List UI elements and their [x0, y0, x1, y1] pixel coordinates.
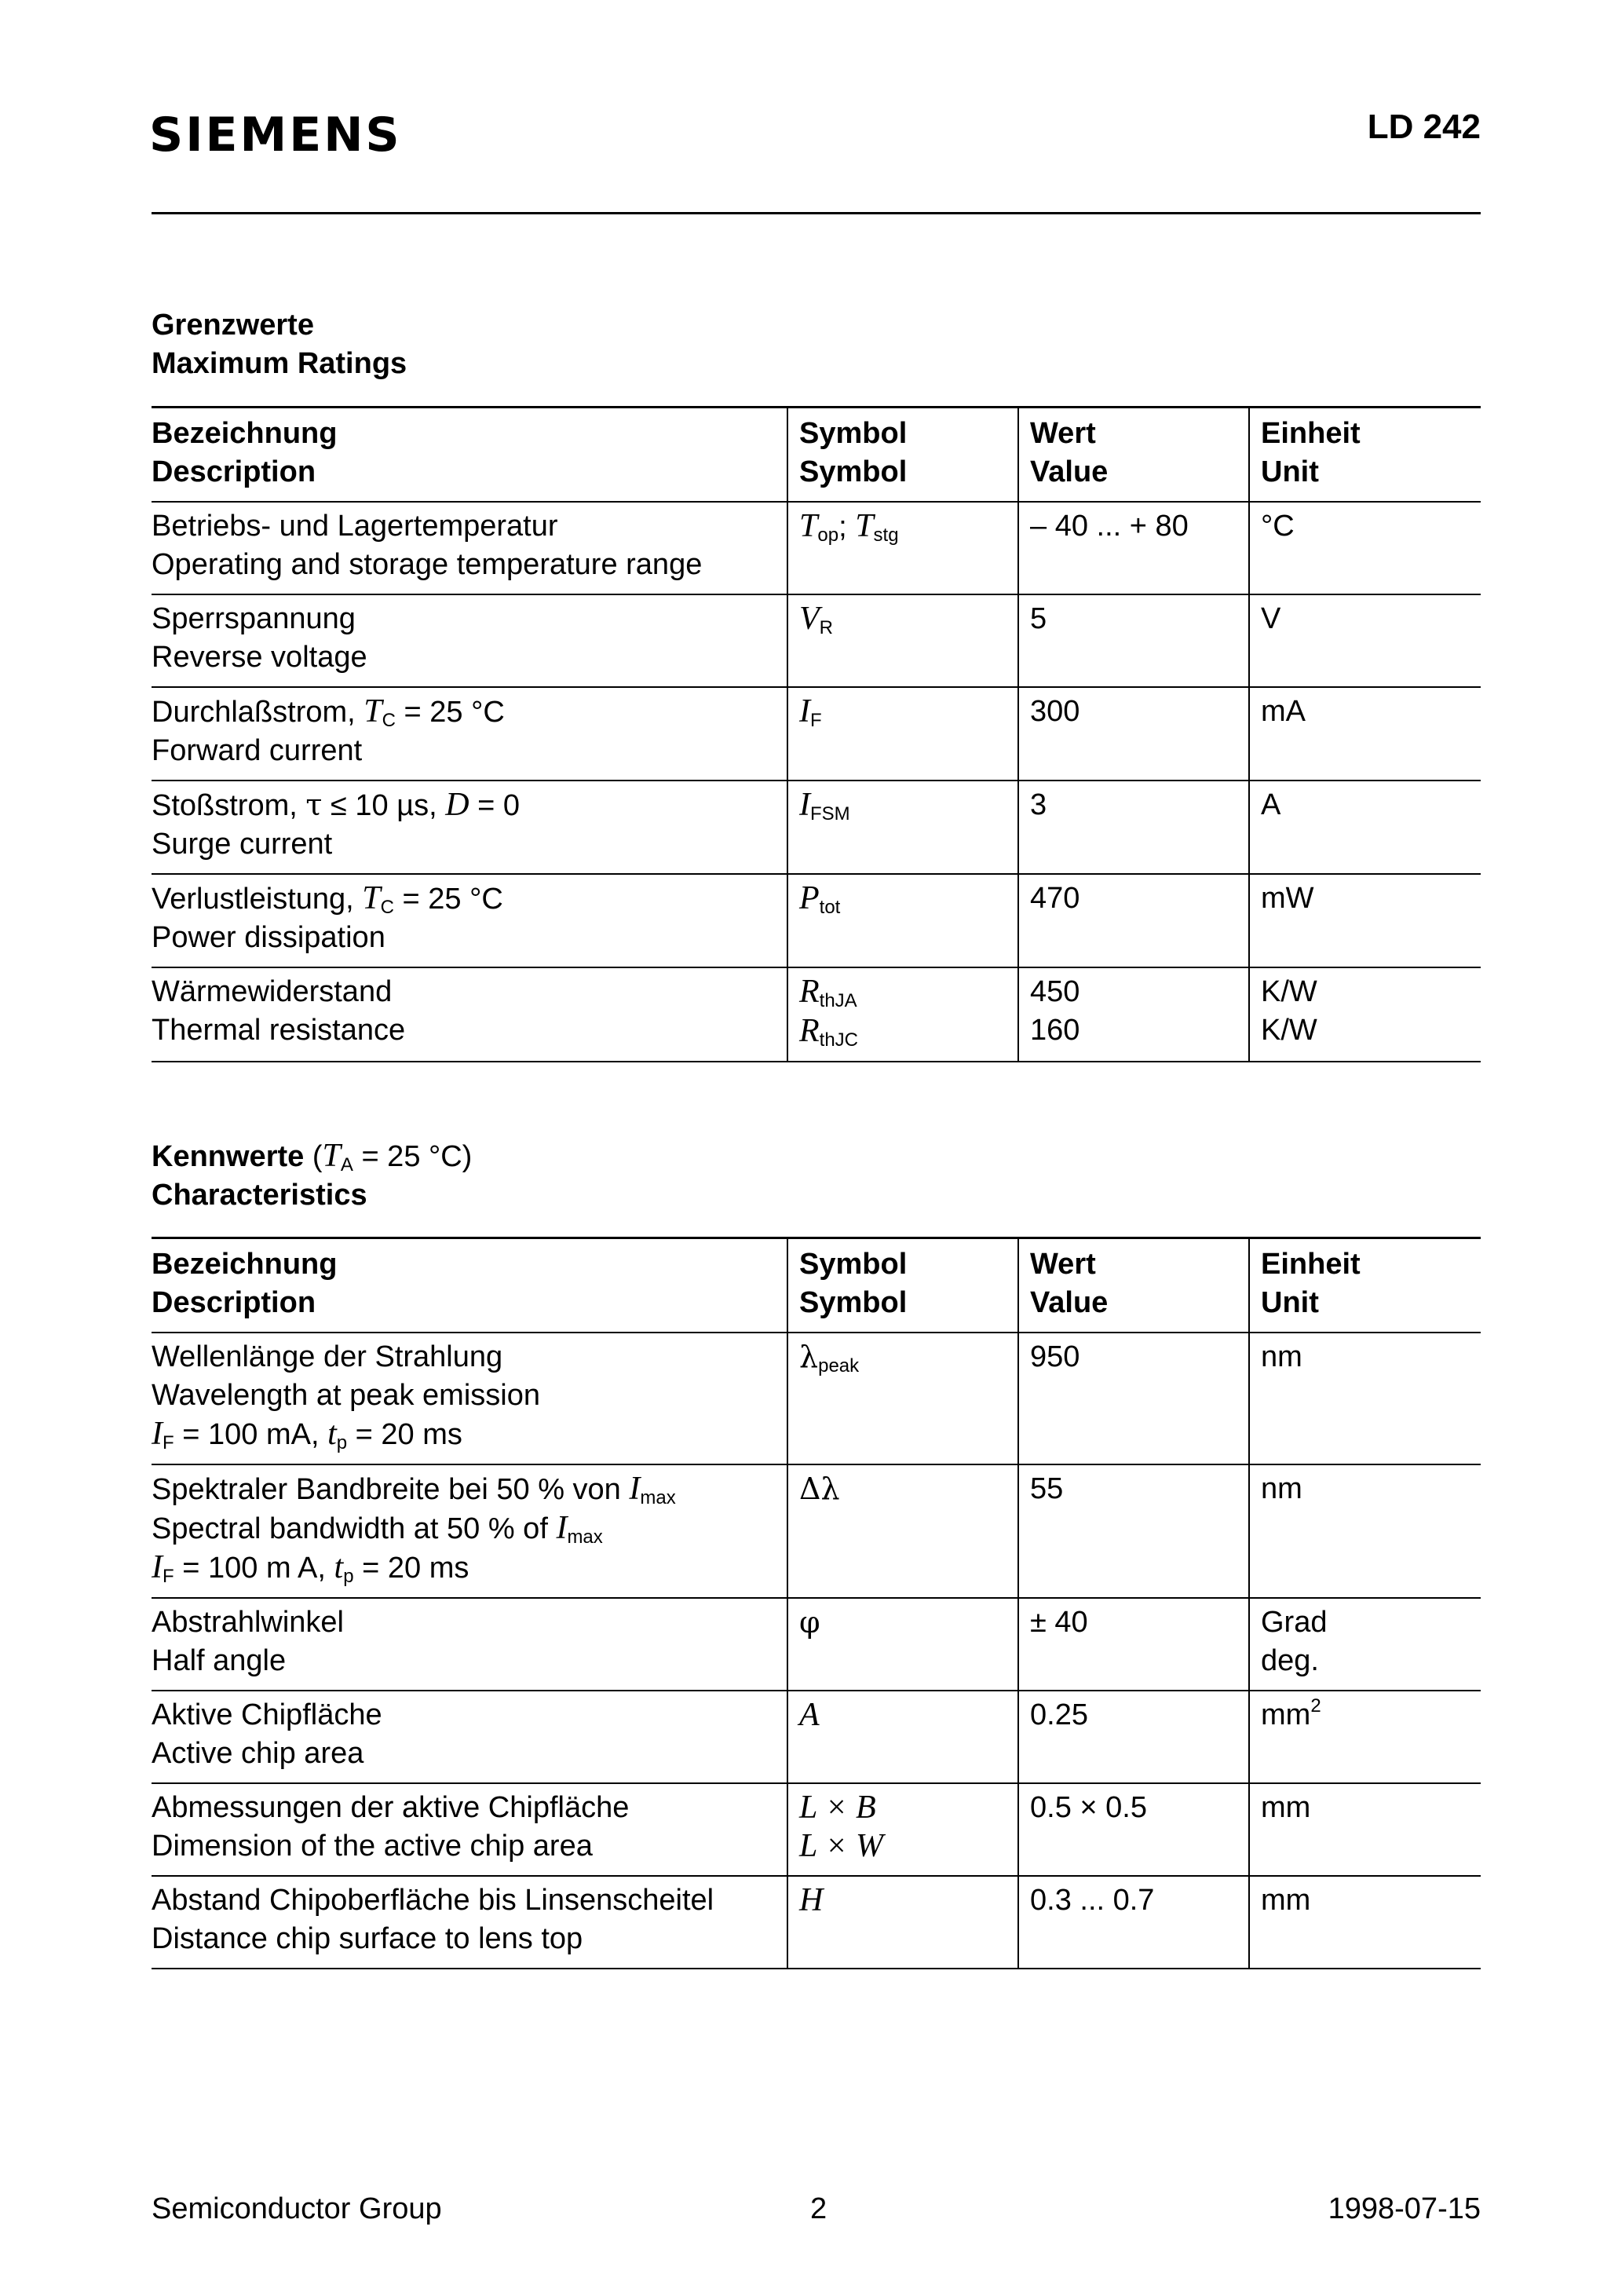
table-header-row	[152, 408, 1481, 503]
col-header-unit: Einheit Unit	[1249, 1238, 1481, 1333]
brand-logo: SIEMENS	[149, 108, 402, 163]
ratings-title-de: Grenzwerte	[152, 309, 314, 342]
description-cell: Durchlaßstrom, $T_C = 25$ °C Forward current	[152, 687, 787, 781]
unit-cell: mW	[1249, 874, 1481, 967]
characteristics-title-en: Characteristics	[152, 1179, 367, 1212]
table-row	[152, 1333, 1481, 1464]
symbol-cell: $V_R$	[787, 594, 1018, 687]
symbol-cell: $T_{op}$; $T_{stg}$	[787, 502, 1018, 594]
table-row	[152, 687, 1481, 781]
table-row	[152, 967, 1481, 1062]
value-cell: 55	[1018, 1464, 1249, 1598]
unit-cell: V	[1249, 594, 1481, 687]
description-cell: Aktive Chipfläche Active chip area	[152, 1691, 787, 1783]
table-row	[152, 594, 1481, 687]
col-header-unit: Einheit Unit	[1249, 408, 1481, 503]
col-header-value: Wert Value	[1018, 408, 1249, 503]
unit-cell: A	[1249, 781, 1481, 874]
footer-page-number: 2	[810, 2192, 827, 2225]
symbol-cell: L × B L × W	[787, 1783, 1018, 1876]
value-cell: 470	[1018, 874, 1249, 967]
value-cell: 950	[1018, 1333, 1249, 1464]
table-row	[152, 781, 1481, 874]
footer-date: 1998-07-15	[1328, 2192, 1481, 2225]
table-row	[152, 1464, 1481, 1598]
symbol-cell: $I_{FSM}$	[787, 781, 1018, 874]
description-cell: Spektraler Bandbreite bei 50 % von $I_{max}$ Spectral bandwidth at 50 % of $I_{max}$ $I_F = 100$ m A, $t_p = 20$ ms	[152, 1464, 787, 1598]
value-cell: 0.5 × 0.5	[1018, 1783, 1249, 1876]
table-row	[152, 1691, 1481, 1783]
unit-cell: nm	[1249, 1333, 1481, 1464]
ratings-table	[152, 406, 1481, 1062]
unit-cell: mm	[1249, 1876, 1481, 1969]
symbol-cell: H	[787, 1876, 1018, 1969]
footer-publisher: Semiconductor Group	[152, 2192, 442, 2225]
col-header-description: Bezeichnung Description	[152, 1238, 787, 1333]
symbol-cell: A	[787, 1691, 1018, 1783]
unit-cell: nm	[1249, 1464, 1481, 1598]
symbol-cell: $R_{thJA}$ $R_{thJC}$	[787, 967, 1018, 1062]
description-cell: Wellenlänge der Strahlung Wavelength at peak emission $I_F = 100$ mA, $t_p = 20$ ms	[152, 1333, 787, 1464]
value-cell: 5	[1018, 594, 1249, 687]
unit-cell: $mm^2$	[1249, 1691, 1481, 1783]
table-header-row	[152, 1238, 1481, 1333]
description-cell: Abstand Chipoberfläche bis Linsenscheitel Distance chip surface to lens top	[152, 1876, 787, 1969]
table-row	[152, 1598, 1481, 1691]
symbol-cell: $\lambda_{peak}$	[787, 1333, 1018, 1464]
value-cell: 0.3 ... 0.7	[1018, 1876, 1249, 1969]
unit-cell: mm	[1249, 1783, 1481, 1876]
col-header-symbol: Symbol Symbol	[787, 408, 1018, 503]
table-row	[152, 874, 1481, 967]
description-cell: Abmessungen der aktive Chipfläche Dimension of the active chip area	[152, 1783, 787, 1876]
ratings-title-en: Maximum Ratings	[152, 347, 407, 380]
characteristics-table	[152, 1237, 1481, 1969]
description-cell: Verlustleistung, $T_C = 25$ °C Power dissipation	[152, 874, 787, 967]
value-cell: 300	[1018, 687, 1249, 781]
description-cell: Sperrspannung Reverse voltage	[152, 594, 787, 687]
document-number: LD 242	[1367, 108, 1481, 146]
symbol-cell: φ	[787, 1598, 1018, 1691]
col-header-value: Wert Value	[1018, 1238, 1249, 1333]
characteristics-section-title: Kennwerte ($T_A = 25$ °C) Characteristics	[152, 1137, 472, 1215]
ratings-section-title	[152, 306, 407, 383]
symbol-cell: $I_F$	[787, 687, 1018, 781]
description-cell: Betriebs- und Lagertemperatur Operating and storage temperature range	[152, 502, 787, 594]
unit-cell: mA	[1249, 687, 1481, 781]
col-header-symbol: Symbol Symbol	[787, 1238, 1018, 1333]
value-cell: 0.25	[1018, 1691, 1249, 1783]
value-cell: 3	[1018, 781, 1249, 874]
table-row	[152, 502, 1481, 594]
col-header-description: Bezeichnung Description	[152, 408, 787, 503]
unit-cell: K/W K/W	[1249, 967, 1481, 1062]
symbol-cell: Δλ	[787, 1464, 1018, 1598]
characteristics-title-de: Kennwerte	[152, 1140, 305, 1173]
unit-cell: °C	[1249, 502, 1481, 594]
value-cell: – 40 ... + 80	[1018, 502, 1249, 594]
header-divider	[152, 212, 1481, 214]
description-cell: Stoßstrom, τ ≤ 10 µs, D = 0 Surge current	[152, 781, 787, 874]
value-cell: ± 40	[1018, 1598, 1249, 1691]
table-row	[152, 1876, 1481, 1969]
description-cell: Abstrahlwinkel Half angle	[152, 1598, 787, 1691]
description-cell: Wärmewiderstand Thermal resistance	[152, 967, 787, 1062]
value-cell: 450 160	[1018, 967, 1249, 1062]
symbol-cell: $P_{tot}$	[787, 874, 1018, 967]
table-row	[152, 1783, 1481, 1876]
unit-cell: Grad deg.	[1249, 1598, 1481, 1691]
